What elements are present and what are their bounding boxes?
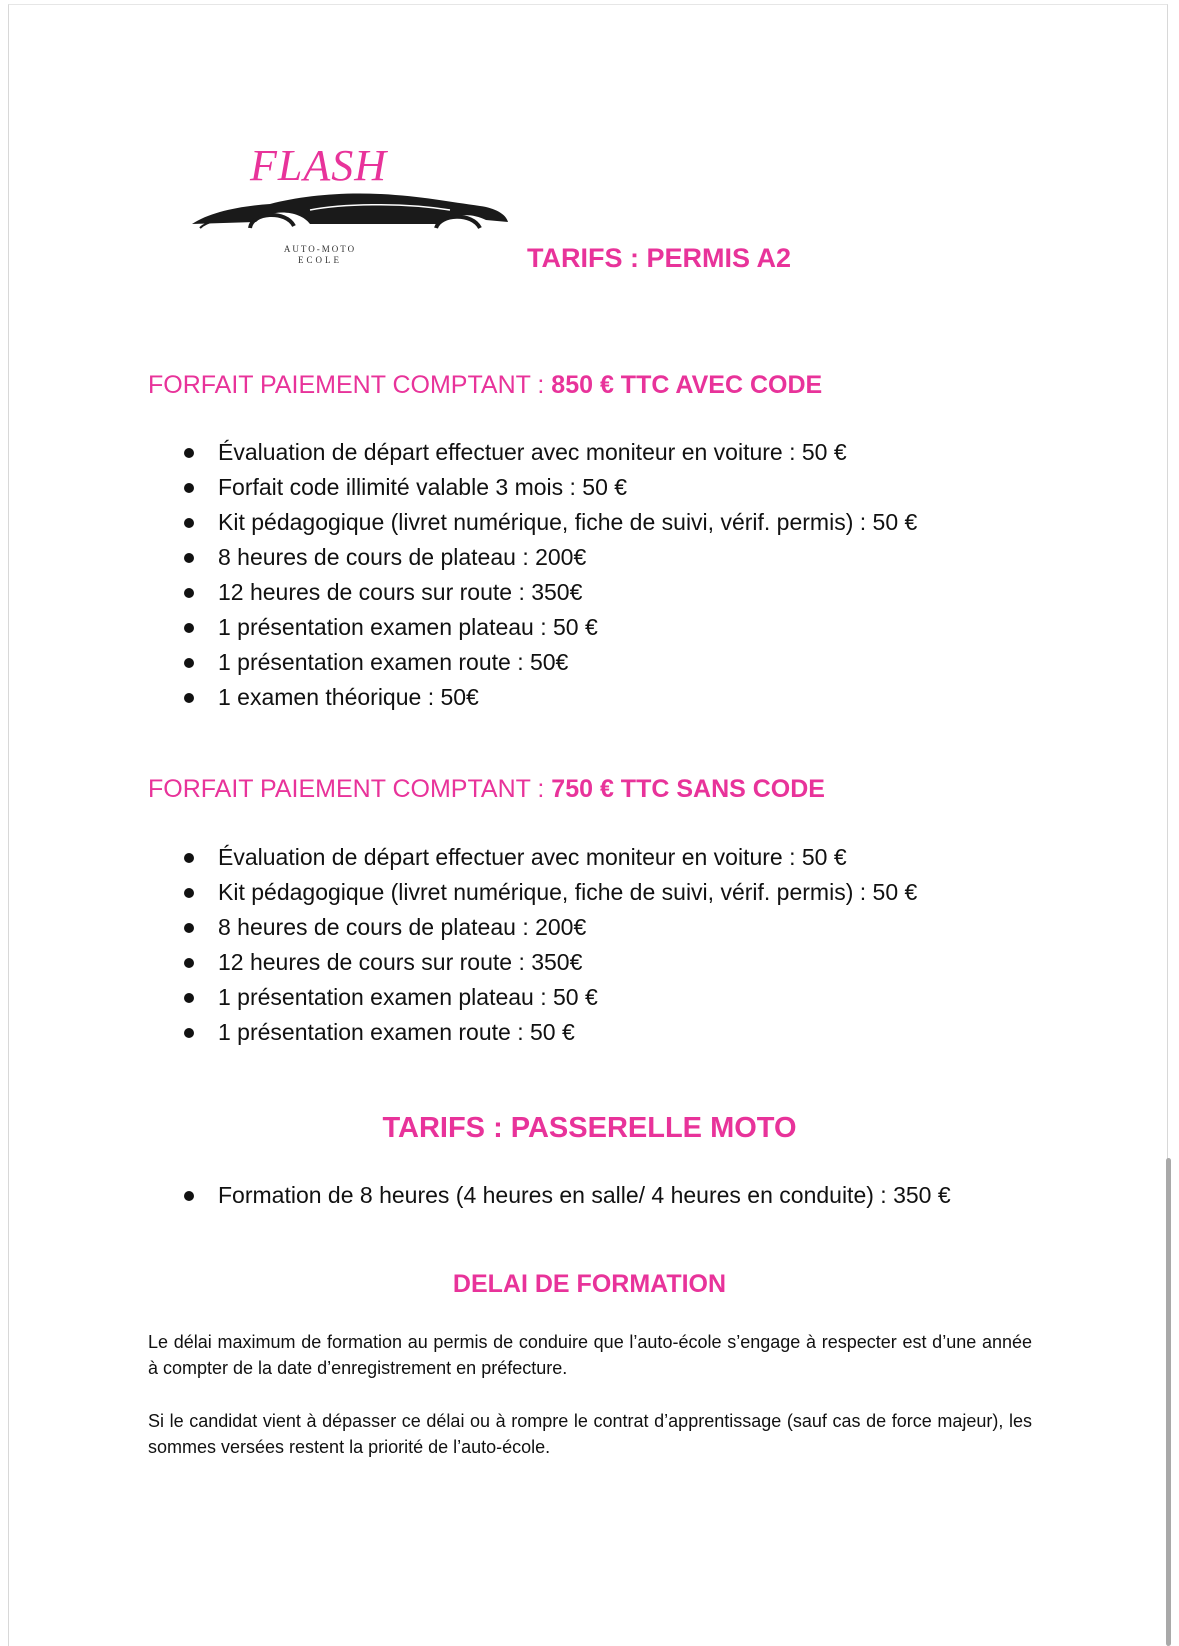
flash-logo: [190, 140, 510, 280]
list-item: Évaluation de départ effectuer avec moniteur en voiture : 50 €: [180, 840, 917, 875]
list-item: Kit pédagogique (livret numérique, fiche de suivi, vérif. permis) : 50 €: [180, 505, 917, 540]
forfait-label: FORFAIT PAIEMENT COMPTANT :: [148, 775, 552, 803]
forfait-price: 750 € TTC SANS CODE: [551, 775, 825, 803]
passerelle-title: TARIFS : PASSERELLE MOTO: [382, 1112, 797, 1144]
list-item: 1 présentation examen plateau : 50 €: [180, 980, 917, 1015]
passerelle-list: [180, 1178, 951, 1213]
list-item: Évaluation de départ effectuer avec moniteur en voiture : 50 €: [180, 435, 917, 470]
list-item: 8 heures de cours de plateau : 200€: [180, 910, 917, 945]
list-item: Forfait code illimité valable 3 mois : 50 €: [180, 470, 917, 505]
forfait-sans-code-heading: [148, 775, 825, 804]
list-item: Kit pédagogique (livret numérique, fiche de suivi, vérif. permis) : 50 €: [180, 875, 917, 910]
logo-brand: FLASH: [250, 141, 387, 190]
logo-tagline-1: AUTO-MOTO: [283, 244, 357, 254]
list-item: 12 heures de cours sur route : 350€: [180, 945, 917, 980]
delai-title: DELAI DE FORMATION: [452, 1270, 727, 1298]
forfait-avec-code-list: [180, 435, 917, 715]
forfait-sans-code-list: [180, 840, 917, 1050]
list-item: 1 présentation examen route : 50€: [180, 645, 917, 680]
list-item: 1 présentation examen plateau : 50 €: [180, 610, 917, 645]
list-item: Formation de 8 heures (4 heures en salle/ 4 heures en conduite) : 350 €: [180, 1178, 951, 1213]
list-item: 1 présentation examen route : 50 €: [180, 1015, 917, 1050]
list-item: 12 heures de cours sur route : 350€: [180, 575, 917, 610]
car-silhouette-icon: [190, 188, 510, 248]
forfait-label: FORFAIT PAIEMENT COMPTANT :: [148, 371, 552, 399]
page-title: TARIFS : PERMIS A2: [527, 243, 792, 273]
forfait-avec-code-heading: [148, 371, 822, 400]
delai-paragraph-2: Si le candidat vient à dépasser ce délai ou à rompre le contrat d’apprentissage (sauf cas de force majeur), les sommes versées restent la priorité de l’auto-école.: [148, 1411, 1032, 1457]
forfait-price: 850 € TTC AVEC CODE: [551, 371, 823, 399]
logo-tagline-2: ECOLE: [298, 255, 342, 265]
list-item: 8 heures de cours de plateau : 200€: [180, 540, 917, 575]
scrollbar-thumb[interactable]: [1166, 1158, 1171, 1646]
delai-paragraph-1: Le délai maximum de formation au permis de conduire que l’auto-école s’engage à respecter est d’une année à compter de la date d’enregistrement en préfecture.: [148, 1332, 1032, 1378]
list-item: 1 examen théorique : 50€: [180, 680, 917, 715]
